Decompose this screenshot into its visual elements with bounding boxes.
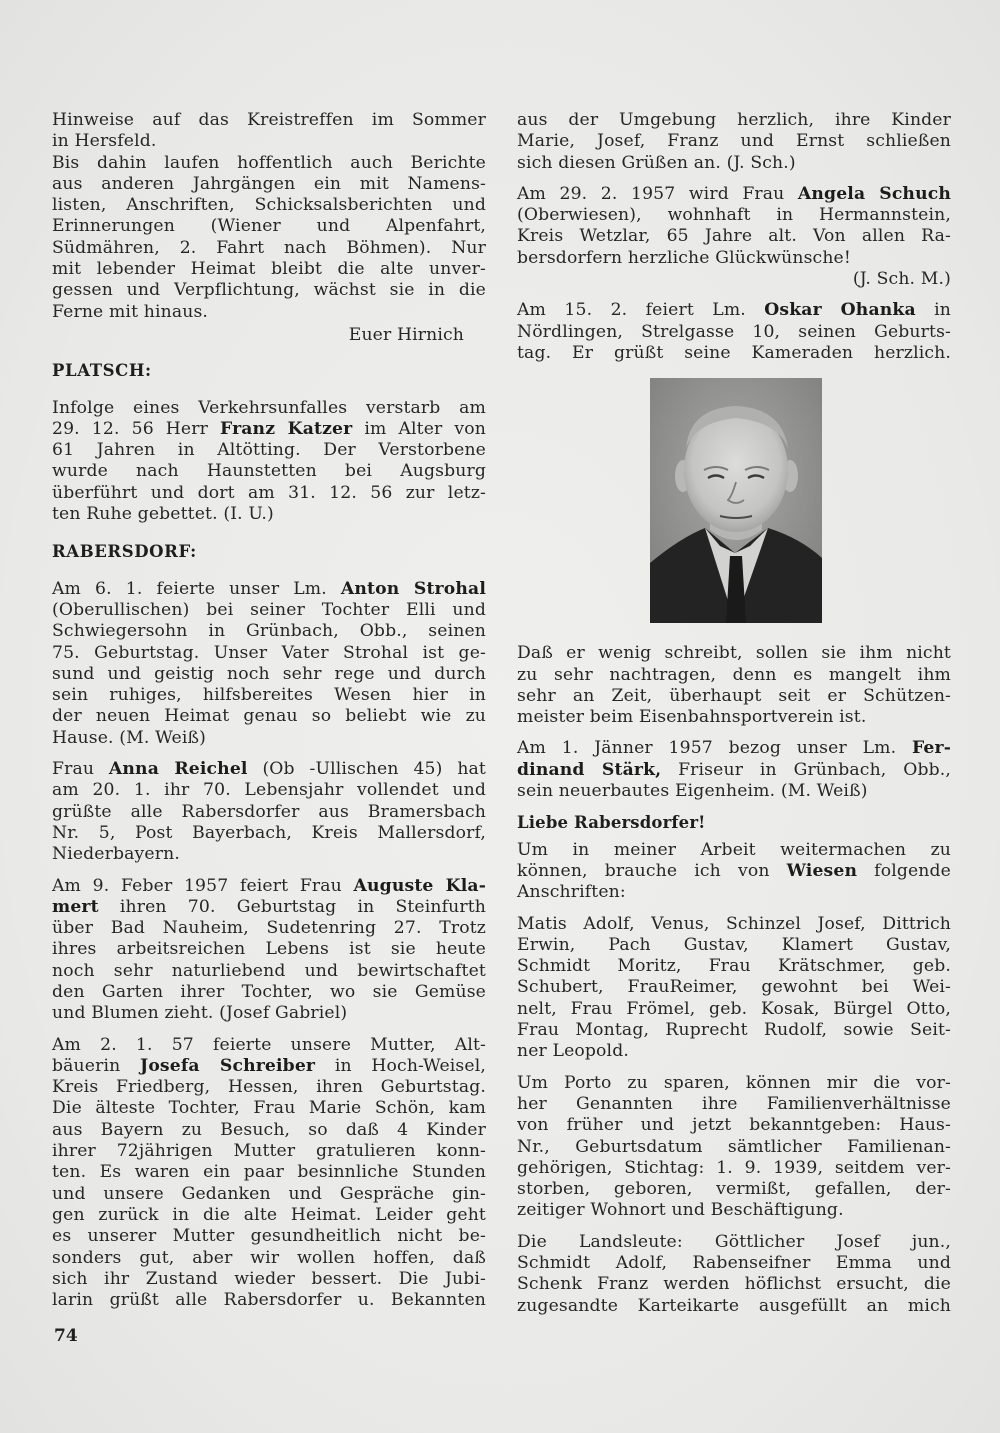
text-line: sehr an Zeit, überhaupt seit er Schützen- — [517, 685, 951, 706]
text-line: Um in meiner Arbeit weitermachen zu — [517, 839, 951, 860]
klamert-paragraph — [52, 876, 486, 1025]
text-line: überführt und dort am 31. 12. 56 zur letz- — [52, 482, 486, 503]
text-line: ner Leopold. — [517, 1041, 629, 1062]
text-line: Infolge eines Verkehrsunfalles verstarb am — [52, 397, 486, 418]
text-line: bersdorfern herzliche Glückwünsche! — [517, 247, 851, 268]
text-line: 75. Geburtstag. Unser Vater Strohal ist ge- — [52, 642, 486, 663]
text-line: (Oberwiesen), wohnhaft in Hermannstein, — [517, 205, 951, 226]
arbeit-paragraph — [517, 840, 951, 904]
text-line: sonders gut, aber wir wollen hoffen, daß — [52, 1247, 486, 1268]
text: ihren 70. Geburtstag in Steinfurth — [98, 896, 486, 917]
text-line: Schmidt Moritz, Frau Krätschmer, geb. — [517, 956, 951, 977]
reichel-paragraph — [52, 759, 486, 865]
text-line: ihres arbeitsreichen Lebens ist sie heute — [52, 939, 486, 960]
ohanka-paragraph — [517, 300, 951, 364]
text-line: über Bad Nauheim, Sudetenring 27. Trotz — [52, 918, 486, 939]
text-line: Niederbayern. — [52, 844, 180, 865]
person-name: mert — [52, 896, 99, 917]
text-line: sein neuerbautes Eigenheim. (M. Weiß) — [517, 781, 868, 802]
place-name: Wiesen — [786, 860, 858, 881]
schreiber-continued — [517, 110, 951, 174]
text: können, brauche ich von — [517, 860, 787, 881]
page-number: 74 — [54, 1326, 78, 1346]
text: bäuerin — [52, 1055, 141, 1076]
text-line: sich diesen Grüßen an. (J. Sch.) — [517, 152, 796, 173]
text-line: Schubert, FrauReimer, gewohnt bei Wei- — [517, 977, 951, 998]
text-line: larin grüßt alle Rabersdorfer u. Bekannten — [52, 1290, 486, 1311]
text-line — [52, 1056, 486, 1077]
text-line: Nr. 5, Post Bayerbach, Kreis Mallersdorf, — [52, 822, 486, 843]
section-heading-rabersdorf: RABERSDORF: — [52, 542, 197, 562]
person-name: Anna Reichel — [108, 759, 248, 780]
person-name: Fer- — [912, 738, 951, 759]
strohal-paragraph — [52, 579, 486, 749]
text-line: zu sehr nachtragen, denn es mangelt ihm — [517, 664, 951, 685]
text-line: Nördlingen, Strelgasse 10, seinen Geburts- — [517, 321, 951, 342]
portrait-illustration — [650, 378, 822, 623]
text-line: tag. Er grüßt seine Kameraden herzlich. — [517, 342, 951, 363]
text: im Alter von — [352, 418, 487, 439]
portrait-photo — [650, 378, 822, 623]
ohanka-continued — [517, 643, 951, 728]
text-line: von früher und jetzt bekanntgeben: Haus- — [517, 1115, 951, 1136]
right-column — [517, 110, 951, 1327]
text: (Ob -Ullischen 45) hat — [247, 759, 486, 780]
text-line — [52, 579, 486, 600]
text-line: aus der Umgebung herzlich, ihre Kinder — [517, 110, 951, 130]
text-line: Schenk Franz werden höflichst ersucht, die — [517, 1274, 951, 1295]
text-line: Erwin, Pach Gustav, Klamert Gustav, — [517, 934, 951, 955]
text: Am 1. Jänner 1957 bezog unser Lm. — [517, 738, 912, 759]
text-line — [52, 876, 486, 897]
text-line — [52, 419, 486, 440]
text-line: mit lebender Heimat bleibt die alte unver- — [52, 259, 486, 280]
landsleute-paragraph — [517, 1232, 951, 1317]
text: 29. 12. 56 Herr — [52, 418, 221, 439]
text-line: Kreis Wetzlar, 65 Jahre alt. Von allen Ra- — [517, 226, 951, 247]
schuch-paragraph — [517, 184, 951, 290]
text-line: Südmähren, 2. Fahrt nach Böhmen). Nur — [52, 237, 486, 258]
text-line: es unserer Mutter gesundheitlich nicht be- — [52, 1226, 486, 1247]
person-name: Oskar Ohanka — [764, 300, 916, 321]
text: in — [915, 300, 951, 321]
text-line: am 20. 1. ihr 70. Lebensjahr vollendet und — [52, 780, 486, 801]
text-line: und Blumen zieht. (Josef Gabriel) — [52, 1003, 348, 1024]
text-line: zeitiger Wohnort und Beschäftigung. — [517, 1200, 844, 1221]
text: Am 29. 2. 1957 wird Frau — [517, 183, 798, 204]
text-line: Die älteste Tochter, Frau Marie Schön, kam — [52, 1098, 486, 1119]
text-line: und unsere Gedanken und Gespräche gin- — [52, 1183, 486, 1204]
text-line: ihrer 72jährigen Mutter gratulieren konn- — [52, 1141, 486, 1162]
text-line: Marie, Josef, Franz und Ernst schließen — [517, 131, 951, 152]
text-line: sich ihr Zustand wieder bessert. Die Jubi- — [52, 1268, 486, 1289]
text-line: noch sehr naturliebend und bewirtschaftet — [52, 960, 486, 981]
text-line — [517, 861, 951, 882]
text: Frau — [52, 759, 109, 780]
text-line: gessen und Verpflichtung, wächst sie in die — [52, 280, 486, 301]
person-name: Auguste Kla- — [353, 875, 487, 896]
person-name: Angela Schuch — [797, 183, 951, 204]
section-heading-platsch: PLATSCH: — [52, 361, 152, 381]
text-line: meister beim Eisenbahnsportverein ist. — [517, 707, 867, 728]
text-line: storben, geboren, vermißt, gefallen, der- — [517, 1179, 951, 1200]
left-column — [52, 110, 486, 1321]
text-line — [517, 760, 951, 781]
text-line: aus anderen Jahrgängen ein mit Namens- — [52, 173, 486, 194]
person-name: Franz Katzer — [220, 418, 353, 439]
text-line: ten. Es waren ein paar besinnliche Stunden — [52, 1162, 486, 1183]
porto-paragraph — [517, 1073, 951, 1222]
text: Am 9. Feber 1957 feiert Frau — [52, 875, 354, 896]
text-line: Nr., Geburtsdatum sämtlicher Familienan- — [517, 1136, 951, 1157]
text-line: wurde nach Haunstetten bei Augsburg — [52, 461, 486, 482]
intro-paragraph-2 — [52, 153, 486, 347]
text-line — [52, 897, 486, 918]
text-line — [517, 184, 951, 205]
text-line: zugesandte Karteikarte ausgefüllt an mich — [517, 1295, 951, 1316]
text-line: grüßte alle Rabersdorfer aus Bramersbach — [52, 801, 486, 822]
text-line — [517, 738, 951, 759]
text: in Hoch-Weisel, — [315, 1055, 486, 1076]
text-line: den Garten ihrer Tochter, wo sie Gemüse — [52, 981, 486, 1002]
person-name: Josefa Schreiber — [140, 1055, 316, 1076]
text-line: her Genannten ihre Familienverhältnisse — [517, 1093, 951, 1114]
text-line: aus Bayern zu Besuch, so daß 4 Kinder — [52, 1119, 486, 1140]
text-line: Die Landsleute: Göttlicher Josef jun., — [517, 1231, 951, 1252]
signature: (J. Sch. M.) — [852, 269, 951, 290]
text-line: Hause. (M. Weiß) — [52, 727, 206, 748]
letter-salutation: Liebe Rabersdorfer! — [517, 813, 706, 833]
text: folgende — [857, 860, 952, 881]
text: Friseur in Grünbach, Obb., — [661, 759, 951, 780]
signature-hirnich: Euer Hirnich — [348, 324, 464, 345]
text-line: Daß er wenig schreibt, sollen sie ihm nicht — [517, 643, 951, 664]
text-line: Am 2. 1. 57 feierte unsere Mutter, Alt- — [52, 1034, 486, 1055]
text-line: Um Porto zu sparen, können mir die vor- — [517, 1072, 951, 1093]
text-line — [517, 300, 951, 321]
text-line: der neuen Heimat genau so beliebt wie zu — [52, 706, 486, 727]
text: Am 15. 2. feiert Lm. — [517, 300, 765, 321]
text-line: listen, Anschriften, Schicksalsberichten und — [52, 195, 486, 216]
text-line: Frau Montag, Ruprecht Rudolf, sowie Seit- — [517, 1020, 951, 1041]
text: Am 6. 1. feierte unser Lm. — [52, 578, 341, 599]
text-line: in Hersfeld. — [52, 131, 157, 152]
staerk-paragraph — [517, 738, 951, 802]
text-line: 61 Jahren in Altötting. Der Verstorbene — [52, 440, 486, 461]
person-name: dinand Stärk, — [517, 759, 662, 780]
names-list-paragraph — [517, 914, 951, 1063]
text-line: Ferne mit hinaus. — [52, 301, 209, 322]
text-line: Schwiegersohn in Grünbach, Obb., seinen — [52, 621, 486, 642]
text-line: Matis Adolf, Venus, Schinzel Josef, Dittrich — [517, 913, 951, 934]
text-line: sund und geistig noch sehr rege und durch — [52, 663, 486, 684]
platsch-obituary — [52, 398, 486, 526]
intro-paragraph — [52, 110, 486, 153]
text-line: Kreis Friedberg, Hessen, ihren Geburtstag. — [52, 1077, 486, 1098]
person-name: Anton Strohal — [340, 578, 486, 599]
text-line: Schmidt Adolf, Rabenseifner Emma und — [517, 1252, 951, 1273]
text-line: Hinweise auf das Kreistreffen im Sommer — [52, 110, 486, 130]
text-line — [52, 759, 486, 780]
text-line: gen zurück in die alte Heimat. Leider geht — [52, 1204, 486, 1225]
text-line: nelt, Frau Frömel, geb. Kosak, Bürgel Otto, — [517, 998, 951, 1019]
text-line: sein ruhiges, hilfsbereites Wesen hier in — [52, 685, 486, 706]
text-line: Erinnerungen (Wiener und Alpenfahrt, — [52, 216, 486, 237]
text-line: ten Ruhe gebettet. (I. U.) — [52, 504, 274, 525]
schreiber-paragraph — [52, 1035, 486, 1312]
text-line: (Oberullischen) bei seiner Tochter Elli und — [52, 599, 486, 620]
text-line: gehörigen, Stichtag: 1. 9. 1939, seitdem ver- — [517, 1157, 951, 1178]
text-line: Anschriften: — [517, 882, 626, 903]
text-line: Bis dahin laufen hoffentlich auch Berichte — [52, 152, 486, 173]
